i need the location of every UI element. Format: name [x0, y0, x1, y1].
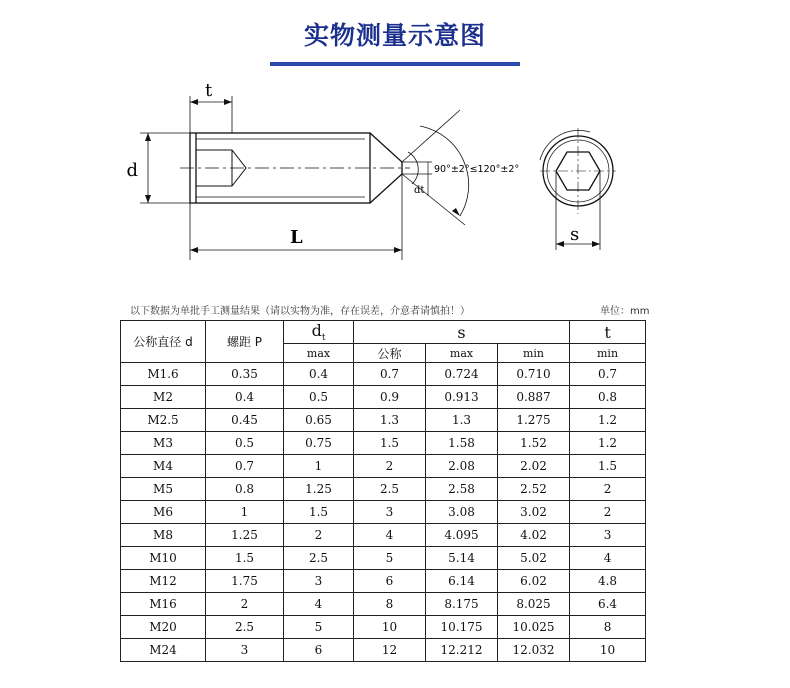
- table-cell: 1.5: [206, 547, 284, 570]
- table-cell: M6: [121, 501, 206, 524]
- unit-label: 单位：mm: [600, 306, 650, 317]
- table-cell: 8: [354, 593, 426, 616]
- header-s-nominal: 公称: [354, 344, 426, 363]
- table-cell: 3: [354, 501, 426, 524]
- table-cell: 1: [206, 501, 284, 524]
- table-cell: 0.710: [498, 363, 570, 386]
- table-row: [121, 639, 646, 662]
- table-cell: M1.6: [121, 363, 206, 386]
- table-cell: 10: [570, 639, 646, 662]
- header-s: s: [354, 321, 570, 344]
- table-row: [121, 616, 646, 639]
- table-cell: 4: [284, 593, 354, 616]
- table-cell: 4.02: [498, 524, 570, 547]
- table-cell: 2.08: [426, 455, 498, 478]
- table-cell: 10.175: [426, 616, 498, 639]
- table-cell: 0.887: [498, 386, 570, 409]
- header-pitch: 螺距 P: [206, 321, 284, 363]
- header-s-max: max: [426, 344, 498, 363]
- table-cell: 4.095: [426, 524, 498, 547]
- table-cell: 1.52: [498, 432, 570, 455]
- label-d: d: [126, 160, 138, 181]
- header-t: t: [570, 321, 646, 344]
- title-underline: [270, 62, 520, 66]
- table-cell: 12: [354, 639, 426, 662]
- table-cell: 8.025: [498, 593, 570, 616]
- table-cell: M5: [121, 478, 206, 501]
- table-cell: M2: [121, 386, 206, 409]
- table-cell: M12: [121, 570, 206, 593]
- table-cell: M4: [121, 455, 206, 478]
- label-angle: 90°±2°≤120°±2°: [434, 164, 520, 175]
- table-cell: 1: [284, 455, 354, 478]
- table-cell: 0.5: [206, 432, 284, 455]
- table-cell: 0.7: [206, 455, 284, 478]
- table-cell: 1.5: [354, 432, 426, 455]
- table-cell: 0.9: [354, 386, 426, 409]
- table-row: [121, 432, 646, 455]
- label-L: L: [290, 227, 303, 248]
- table-cell: 0.35: [206, 363, 284, 386]
- table-cell: 0.8: [570, 386, 646, 409]
- table-cell: 6: [354, 570, 426, 593]
- table-cell: 4: [354, 524, 426, 547]
- table-row: [121, 386, 646, 409]
- table-cell: 0.724: [426, 363, 498, 386]
- table-cell: 0.5: [284, 386, 354, 409]
- table-row: [121, 501, 646, 524]
- spec-table: [120, 320, 646, 662]
- table-cell: 12.212: [426, 639, 498, 662]
- table-cell: 2: [570, 501, 646, 524]
- table-cell: 1.75: [206, 570, 284, 593]
- table-cell: 4: [570, 547, 646, 570]
- table-row: [121, 478, 646, 501]
- table-row: [121, 593, 646, 616]
- table-cell: 6.02: [498, 570, 570, 593]
- table-cell: 1.58: [426, 432, 498, 455]
- table-cell: 0.4: [206, 386, 284, 409]
- measurement-note: 以下数据为单批手工测量结果（请以实物为准，存在误差，介意者请慎拍！）: [130, 306, 470, 317]
- table-cell: 5: [354, 547, 426, 570]
- table-cell: 1.2: [570, 432, 646, 455]
- table-cell: 2.5: [284, 547, 354, 570]
- table-cell: M16: [121, 593, 206, 616]
- header-nominal-diameter: 公称直径 d: [121, 321, 206, 363]
- header-s-min: min: [498, 344, 570, 363]
- table-cell: 3.08: [426, 501, 498, 524]
- table-cell: 2.5: [206, 616, 284, 639]
- table-row: [121, 524, 646, 547]
- table-cell: 3.02: [498, 501, 570, 524]
- table-cell: 2: [570, 478, 646, 501]
- table-cell: 1.3: [354, 409, 426, 432]
- label-s: s: [570, 224, 580, 245]
- table-cell: 2: [354, 455, 426, 478]
- table-cell: 0.4: [284, 363, 354, 386]
- table-cell: 1.3: [426, 409, 498, 432]
- table-cell: 0.65: [284, 409, 354, 432]
- header-t-min: min: [570, 344, 646, 363]
- table-cell: 8: [570, 616, 646, 639]
- table-cell: 0.7: [354, 363, 426, 386]
- table-row: [121, 409, 646, 432]
- table-cell: 1.25: [206, 524, 284, 547]
- table-cell: 0.45: [206, 409, 284, 432]
- table-cell: 5: [284, 616, 354, 639]
- spec-table-body: [121, 363, 646, 662]
- page-title: 实物测量示意图: [303, 21, 486, 50]
- table-cell: 10: [354, 616, 426, 639]
- table-row: [121, 363, 646, 386]
- table-cell: 2.02: [498, 455, 570, 478]
- table-row: [121, 547, 646, 570]
- table-cell: 2.5: [354, 478, 426, 501]
- table-cell: 3: [570, 524, 646, 547]
- table-cell: 10.025: [498, 616, 570, 639]
- table-cell: M20: [121, 616, 206, 639]
- table-cell: 1.5: [284, 501, 354, 524]
- label-dt: dt: [414, 185, 425, 196]
- table-cell: 2: [206, 593, 284, 616]
- table-row: [121, 455, 646, 478]
- table-cell: 12.032: [498, 639, 570, 662]
- table-cell: 6.4: [570, 593, 646, 616]
- table-cell: 3: [206, 639, 284, 662]
- table-cell: 2.52: [498, 478, 570, 501]
- table-cell: 4.8: [570, 570, 646, 593]
- table-cell: 0.7: [570, 363, 646, 386]
- table-cell: M8: [121, 524, 206, 547]
- table-cell: 1.25: [284, 478, 354, 501]
- header-dt: $d_t$: [284, 321, 354, 344]
- table-cell: 6: [284, 639, 354, 662]
- table-cell: M10: [121, 547, 206, 570]
- table-cell: 0.913: [426, 386, 498, 409]
- table-cell: 1.275: [498, 409, 570, 432]
- table-cell: 5.02: [498, 547, 570, 570]
- table-cell: 8.175: [426, 593, 498, 616]
- table-cell: 5.14: [426, 547, 498, 570]
- table-cell: 6.14: [426, 570, 498, 593]
- table-cell: M2.5: [121, 409, 206, 432]
- table-cell: 2.58: [426, 478, 498, 501]
- table-cell: 1.2: [570, 409, 646, 432]
- screw-diagram: [0, 80, 790, 280]
- table-row: [121, 570, 646, 593]
- table-cell: 2: [284, 524, 354, 547]
- header-dt-max: max: [284, 344, 354, 363]
- table-cell: 0.75: [284, 432, 354, 455]
- table-cell: 1.5: [570, 455, 646, 478]
- table-cell: 3: [284, 570, 354, 593]
- table-cell: M3: [121, 432, 206, 455]
- table-cell: M24: [121, 639, 206, 662]
- table-cell: 0.8: [206, 478, 284, 501]
- label-t: t: [205, 80, 213, 101]
